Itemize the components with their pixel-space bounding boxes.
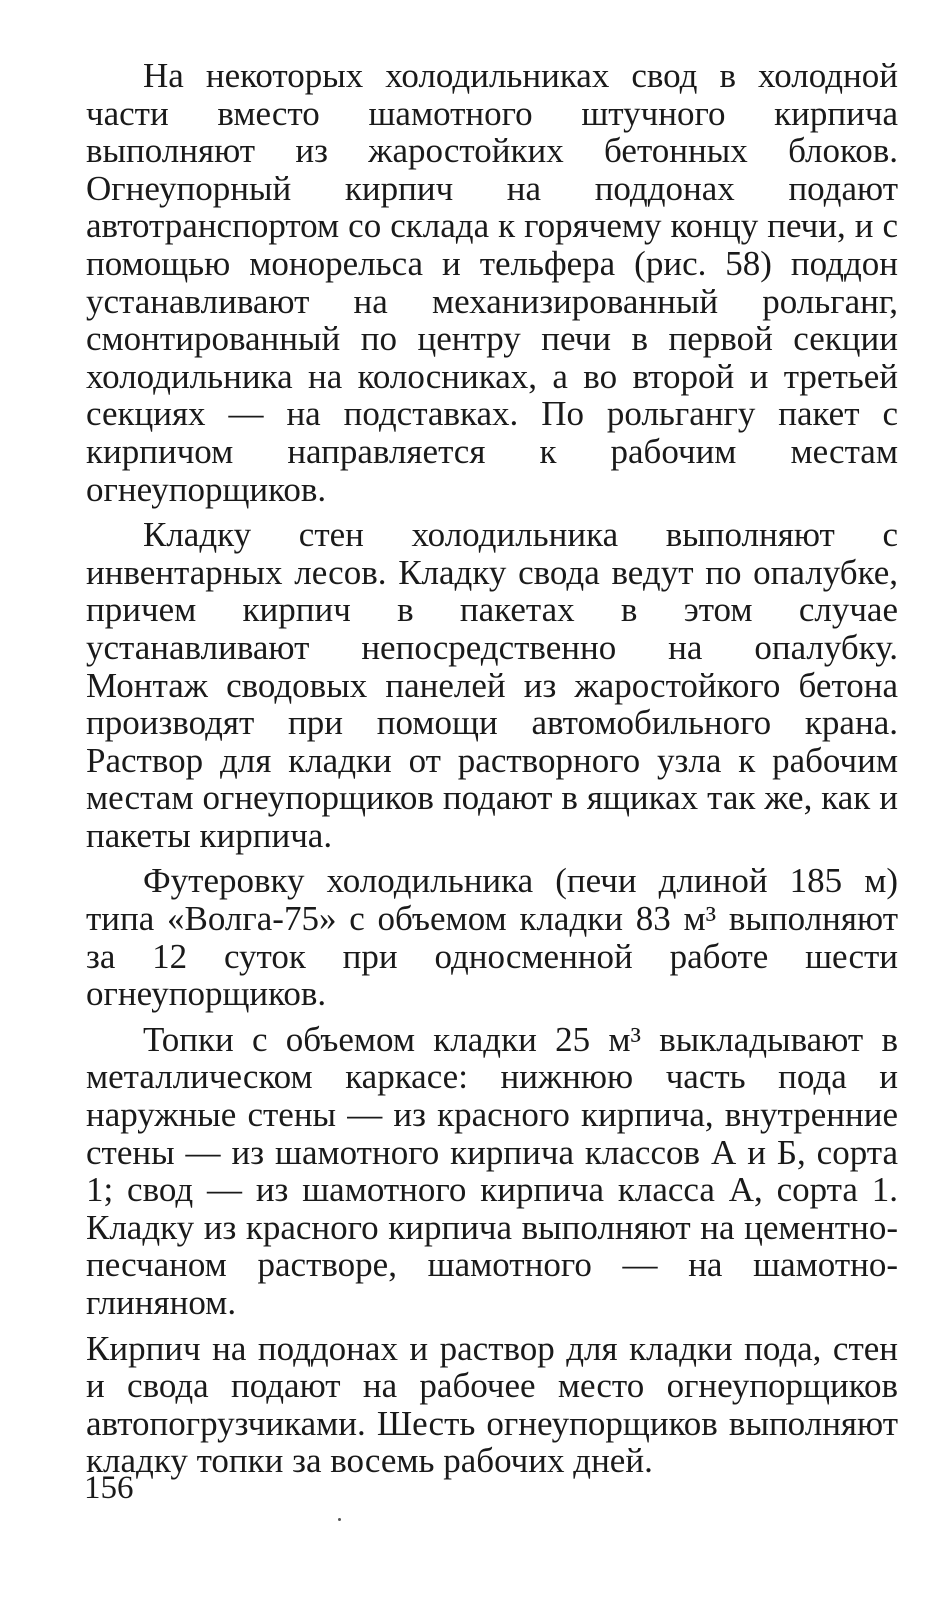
paragraph-5: Кирпич на поддонах и раствор для кладки пода, стен и свода подают на рабочее место огнеупорщиков автопогрузчиками. Шесть огнеупорщиков выполняют кладку топки за восемь рабочих дней.: [86, 1328, 898, 1481]
paragraph-4: Топки с объемом кладки 25 м³ выкладывают в металлическом каркасе: нижнюю часть пода и наружные стены — из красного кирпича, внутренние стены — из шамотного кирпича классов А и Б, сорта 1; свод — из шамотного кирпича класса А, сорта 1. Кладку из красного кирпича выполняют на цементно-песчаном растворе, шамотного — на шамотно-глиняном.: [86, 1019, 898, 1322]
print-speck: [338, 1518, 341, 1521]
paragraph-1: На некоторых холодильниках свод в холодной части вместо шамотного штучного кирпича выполняют из жаростойких бетонных блоков. Огнеупорный кирпич на поддонах подают автотранспортом со склада к горячему концу печи, и с помощью монорельса и тельфера (рис. 58) поддон устанавливают на механизированный рольганг, смонтированный по центру печи в первой секции холодильника на колосниках, а во второй и третьей секциях — на подставках. По рольгангу пакет с кирпичом направляется к рабочим местам огнеупорщиков.: [86, 56, 898, 509]
body-text: [86, 57, 898, 1480]
paragraph-3: Футеровку холодильника (печи длиной 185 м) типа «Волга-75» с объемом кладки 83 м³ выполняют за 12 суток при односменной работе шести огнеупорщиков.: [86, 861, 898, 1014]
page-number: 156: [84, 1470, 134, 1506]
paragraph-2: Кладку стен холодильника выполняют с инвентарных лесов. Кладку свода ведут по опалубке, причем кирпич в пакетах в этом случае устанавливают непосредственно на опалубку. Монтаж сводовых панелей из жаростойкого бетона производят при помощи автомобильного крана. Раствор для кладки от растворного узла к рабочим местам огнеупорщиков подают в ящиках так же, как и пакеты кирпича.: [86, 515, 898, 855]
